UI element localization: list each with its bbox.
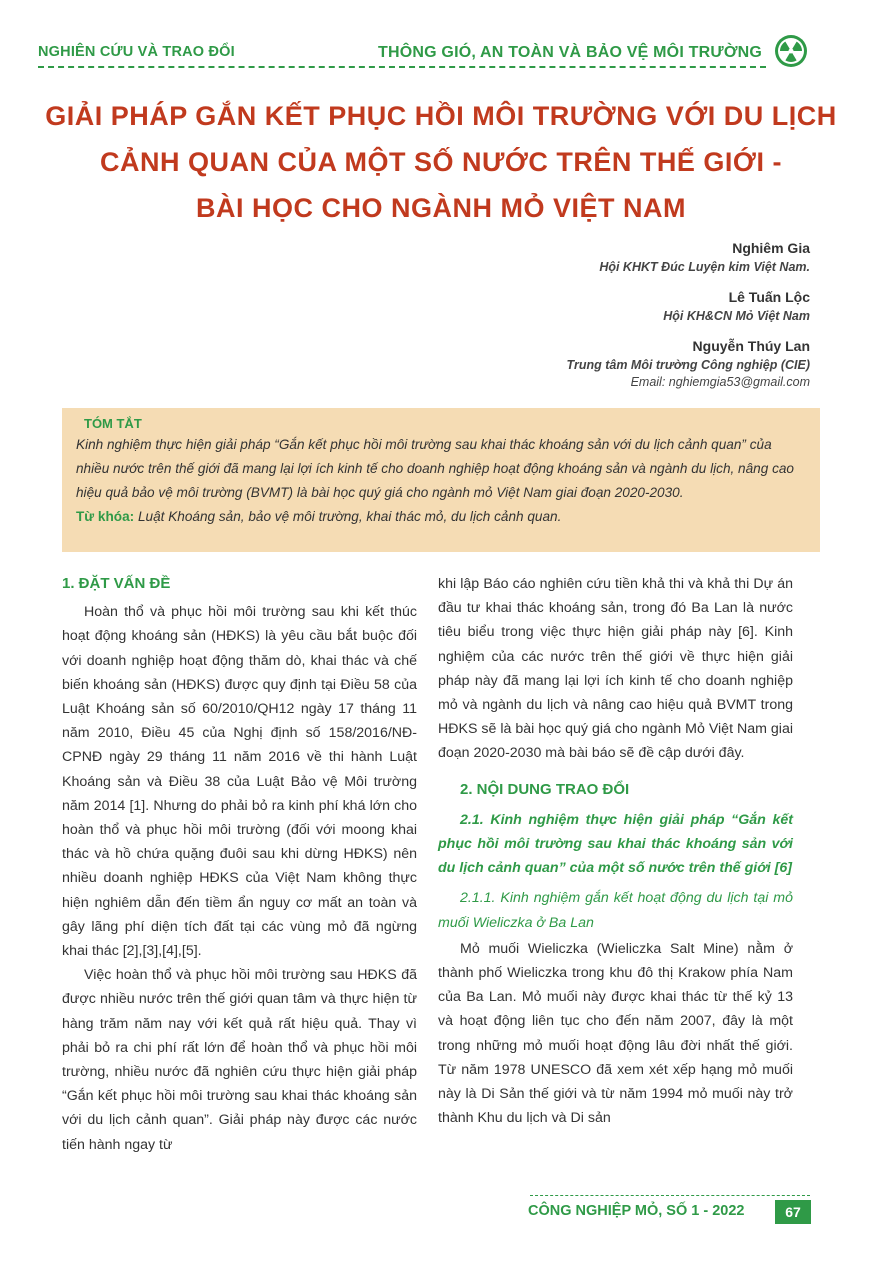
section-2-heading: 2. NỘI DUNG TRAO ĐỔI [460, 780, 630, 798]
author-name: Nguyễn Thúy Lan [692, 338, 810, 354]
section-1-heading: 1. ĐẶT VẤN ĐỀ [62, 575, 171, 592]
keywords-text: Luật Khoáng sản, bảo vệ môi trường, khai thác mỏ, du lịch cảnh quan. [137, 509, 562, 524]
right-column [438, 572, 793, 1130]
article-title [30, 93, 852, 231]
abstract-heading: TÓM TẮT [84, 416, 142, 431]
title-line-2: CẢNH QUAN CỦA MỘT SỐ NƯỚC TRÊN THẾ GIỚI - [100, 147, 782, 177]
header-divider [38, 66, 766, 68]
author-list [290, 240, 810, 404]
keywords-line [76, 505, 806, 529]
header-topic-label: THÔNG GIÓ, AN TOÀN VÀ BẢO VỆ MÔI TRƯỜNG [378, 44, 763, 61]
author-name: Nghiêm Gia [732, 240, 810, 256]
subsection-2-1-heading: 2.1. Kinh nghiệm thực hiện giải pháp “Gắn kết phục hồi môi trường sau khai thác khoáng sản với du lịch cảnh quan” của một số nước trên thế giới [6] [438, 811, 793, 877]
author-email: Email: nghiemgia53@gmail.com [630, 375, 810, 389]
author-block [290, 240, 810, 274]
body-paragraph: khi lập Báo cáo nghiên cứu tiền khả thi và khả thi Dự án đầu tư khai thác khoáng sản, trong đó Ba Lan là nước tiêu biểu trong việc thực hiện giải pháp này [6]. Kinh nghiệm của các nước trên thế giới về thực hiện giải pháp này đã mang lại lợi ích kinh tế cho doanh nghiệp mỏ và ngành du lịch và nâng cao hiệu quả BVMT trong HĐKS sẽ là bài học quý giá cho ngành Mỏ Việt Nam giai đoạn 2020-2030 mà bài báo sẽ đề cập dưới đây. [438, 576, 793, 762]
header-section-label: NGHIÊN CỨU VÀ TRAO ĐỔI [38, 44, 235, 60]
journal-footer: CÔNG NGHIỆP MỎ, SỐ 1 - 2022 [528, 1203, 745, 1219]
keywords-label: Từ khóa: [76, 509, 135, 524]
footer-divider [530, 1195, 810, 1196]
author-affiliation: Trung tâm Môi trường Công nghiệp (CIE) [566, 358, 810, 372]
body-paragraph: Mỏ muối Wieliczka (Wieliczka Salt Mine) nằm ở thành phố Wieliczka trong khu đô thị Krakow phía Nam của Ba Lan. Mỏ muối này được khai thác từ thế kỷ 13 và hoạt động liên tục cho đến năm 2007, đây là một trong những mỏ muối hoạt động lâu đời nhất thế giới. Từ năm 1978 UNESCO đã xem xét xếp hạng mỏ muối này là Di Sản thế giới và từ năm 1994 mỏ muối này trở thành Khu du lịch và Di sản [438, 940, 793, 1127]
left-column [62, 572, 417, 1157]
body-paragraph: Việc hoàn thổ và phục hồi môi trường sau HĐKS đã được nhiều nước trên thế giới quan tâm và thực hiện từ hàng trăm năm nay với kết quả rất hiệu quả. Thay vì phải bỏ ra chi phí rất lớn để hoàn thổ và phục hồi môi trường, nhiều nước đã nghiên cứu thực hiện giải pháp “Gắn kết phục hồi môi trường sau khai thác khoáng sản với du lịch cảnh quan”. Giải pháp này được các nước tiến hành ngay từ [62, 967, 417, 1153]
body-paragraph: Hoàn thổ và phục hồi môi trường sau khi kết thúc hoạt động khoáng sản (HĐKS) là yêu cầu bắt buộc đối với doanh nghiệp hoạt động thăm dò, khai thác và chế biến khoáng sản (HĐKS) được quy định tại Điều 58 của Luật Khoáng sản số 60/2010/QH12 ngày 17 tháng 11 năm 2010, Điều 45 của Nghị định số 158/2016/NĐ-CPNĐ ngày 29 tháng 11 năm 2016 về thi hành Luật Khoáng sản và Điều 38 của Luật Bảo vệ Môi trường năm 2014 [1]. Nhưng do phải bỏ ra kinh phí khá lớn cho hoàn thổ và phục hồi môi trường (đối với moong khai thác và hồ chứa quặng đuôi sau khi dừng HĐKS) nên nhiều doanh nghiệp HĐKS của Việt Nam không thực hiện nghiêm dẫn đến tiềm ẩn nguy cơ mất an toàn và gây lãng phí diện tích đất tại các vùng mỏ đã ngừng khai thác [2],[3],[4],[5]. [62, 604, 417, 960]
author-affiliation: Hội KHKT Đúc Luyện kim Việt Nam. [599, 260, 810, 274]
page-number: 67 [775, 1200, 811, 1224]
author-name: Lê Tuấn Lộc [728, 289, 810, 305]
abstract-box [62, 408, 820, 552]
author-block [290, 338, 810, 389]
subsection-2-1-1-heading: 2.1.1. Kinh nghiệm gắn kết hoạt động du lịch tại mỏ muối Wieliczka ở Ba Lan [438, 890, 793, 931]
abstract-text: Kinh nghiệm thực hiện giải pháp “Gắn kết phục hồi môi trường sau khai thác khoáng sản với du lịch cảnh quan” của nhiều nước trên thế giới đã mang lại lợi ích kinh tế cho doanh nghiệp hoạt động khoáng sản và ngành du lịch, nâng cao hiệu quả bảo vệ môi trường (BVMT) là bài học quý giá cho ngành mỏ Việt Nam giai đoạn 2020-2030. [76, 437, 794, 500]
author-affiliation: Hội KH&CN Mỏ Việt Nam [663, 309, 810, 323]
radiation-logo-icon [774, 34, 808, 68]
title-line-3: BÀI HỌC CHO NGÀNH MỎ VIỆT NAM [196, 193, 686, 223]
author-block [290, 289, 810, 323]
title-line-1: GIẢI PHÁP GẮN KẾT PHỤC HỒI MÔI TRƯỜNG VỚI DU LỊCH [45, 101, 837, 131]
